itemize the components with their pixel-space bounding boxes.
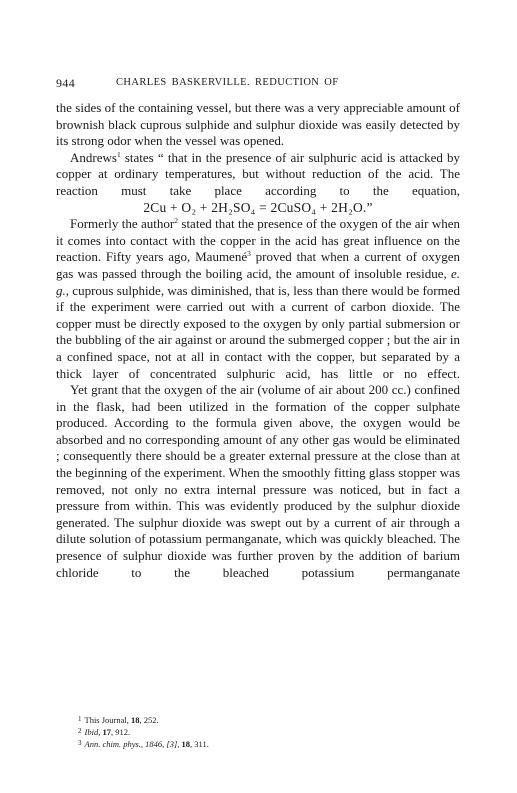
paragraph-2	[56, 150, 460, 200]
equation: 2Cu + O₂ + 2H₂SO₄ = 2CuSO₄ + 2H₂O.”	[143, 199, 373, 215]
footnote-number: 1	[78, 715, 82, 723]
paragraph-3-text-a: Formerly the author	[70, 216, 175, 232]
paragraph-4: Yet grant that the oxygen of the air (volume of air about 200 cc.) confined in the flask, had been utilized in the formation of the copper sulphate produced. According to the formula given above, the oxygen would be absorbed and no corresponding amount of any other gas would be eliminated ; consequently there should be a greater external pressure at the close than at the beginning of the experiment. When the smoothly fitting glass stopper was removed, not only no extra internal pressure was noticed, but in fact a pressure from within. This was evidently produced by the sulphur dioxide generated. The sulphur dioxide was swept out by a current of air through a dilute solution of potassium permanganate, which was quickly bleached. The presence of sulphur dioxide was further proven by the addition of barium chloride to the bleached potassium permanganate	[56, 382, 460, 580]
quote-text: states “ that in the presence of air sulphuric acid is attacked by copper at ordinary temperatures, but without reduction of the acid. The reaction must take place according to the equation,	[56, 149, 460, 198]
paragraph-3	[56, 216, 460, 382]
author-name: Andrews	[70, 149, 117, 165]
footnote-2	[78, 726, 458, 738]
footnote-pages: , 311.	[190, 739, 209, 749]
paragraph-1: the sides of the containing vessel, but there was a very appreciable amount of brownish black cuprous sulphide and sulphur dioxide was easily detected by its strong odor when the vessel was opened.	[56, 100, 460, 149]
footnote-pages: , 252.	[139, 715, 159, 725]
paragraph-3-text-d: , cuprous sulphide, was diminished, that is, less than there would be formed if the experiment were carried out with a current of carbon dioxide. The copper must be directly exposed to the oxygen by only partial submersion or the bubbling of the air against or around the submerged copper ; but the air in a confined space, not at all in contact with the copper, but separated by a thick layer of concentrated sulphuric acid, has little or no effect.	[56, 282, 460, 381]
footnote-pages: , 912.	[110, 727, 131, 737]
footnote-ref: 3	[247, 249, 251, 259]
body-text	[56, 100, 460, 581]
footnote-text: This Journal,	[84, 715, 132, 725]
abbreviation-eg: e. g.	[56, 265, 460, 298]
footnote-3	[78, 738, 458, 750]
footnote-volume: 17	[102, 727, 111, 737]
running-title: CHARLES BASKERVILLE. REDUCTION OF	[116, 77, 339, 88]
footnote-ref: 2	[174, 216, 178, 226]
footnote-ref: 1	[116, 149, 121, 159]
paragraph-3-text-b: stated that the presence of the oxygen of the air when it comes into contact with the copper in the acid has great influence on the reaction. Fifty years ago, Maumené	[56, 216, 460, 265]
footnote-volume: 18	[131, 715, 140, 725]
footnote-text: Ibid,	[84, 727, 103, 737]
footnote-1	[78, 714, 458, 726]
footnote-number: 2	[78, 727, 82, 735]
paragraph-3-text-c: proved that when a current of oxygen gas was passed through the boiling acid, the amount of insoluble residue,	[56, 249, 460, 281]
footnote-text: Ann. chim. phys., 1846, [3],	[84, 739, 182, 749]
footnote-number: 3	[78, 739, 82, 747]
page-number: 944	[56, 76, 76, 90]
footnote-volume: 18	[181, 739, 191, 749]
footnotes	[78, 714, 458, 750]
